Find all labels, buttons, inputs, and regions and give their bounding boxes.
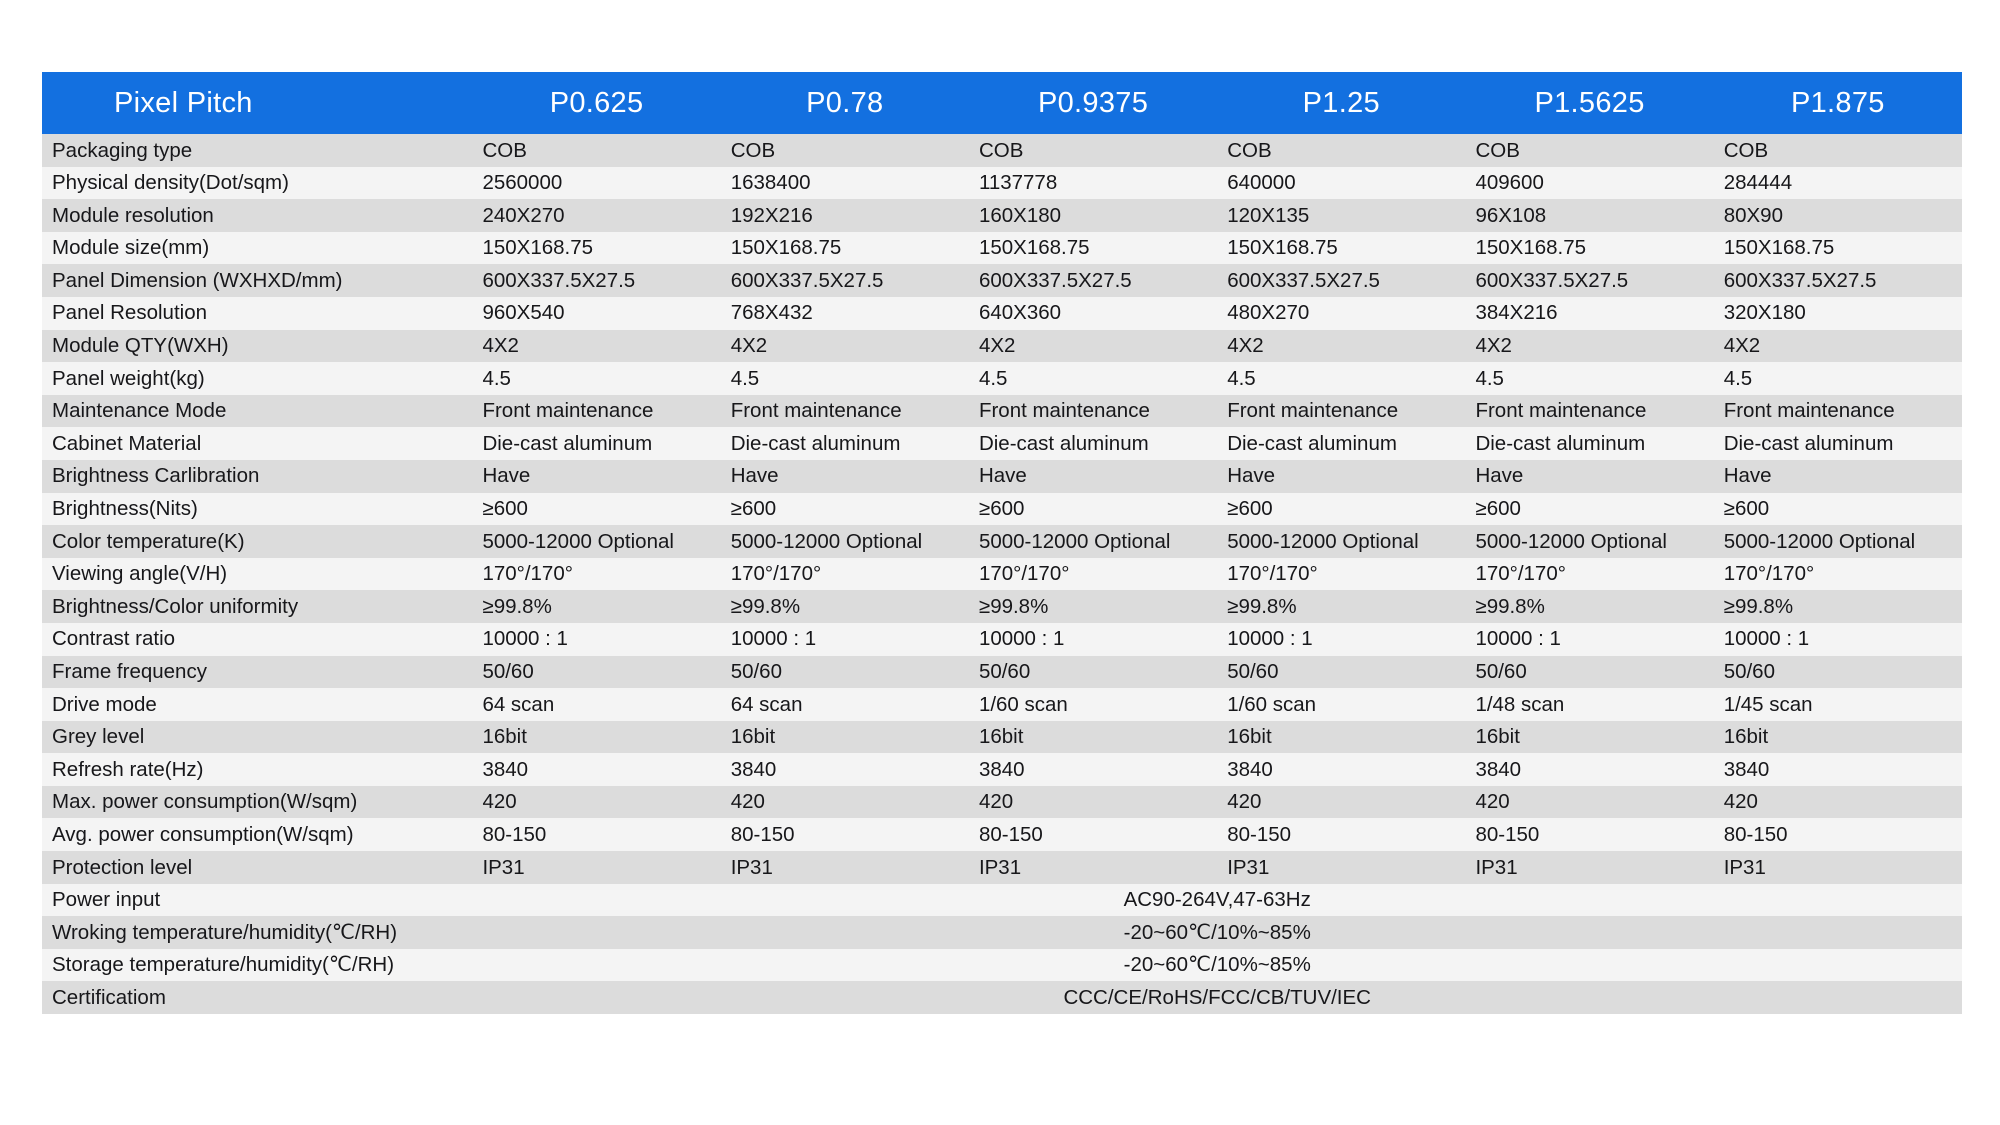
row-label: Wroking temperature/humidity(℃/RH) <box>42 916 472 949</box>
row-value: Have <box>1714 460 1962 493</box>
row-label: Frame frequency <box>42 656 472 689</box>
row-merged-value: CCC/CE/RoHS/FCC/CB/TUV/IEC <box>472 981 1962 1014</box>
table-body <box>42 134 1962 1014</box>
row-value: 192X216 <box>721 199 969 232</box>
table-row <box>42 786 1962 819</box>
row-value: 170°/170° <box>472 558 720 591</box>
row-value: 120X135 <box>1217 199 1465 232</box>
table-row <box>42 525 1962 558</box>
row-value: 170°/170° <box>1217 558 1465 591</box>
row-value: 960X540 <box>472 297 720 330</box>
row-value: 50/60 <box>1714 656 1962 689</box>
row-merged-value: AC90-264V,47-63Hz <box>472 884 1962 917</box>
row-value: COB <box>1465 134 1713 167</box>
row-value: IP31 <box>472 851 720 884</box>
row-label: Avg. power consumption(W/sqm) <box>42 818 472 851</box>
row-value: 240X270 <box>472 199 720 232</box>
row-value: 80-150 <box>1714 818 1962 851</box>
row-value: 50/60 <box>969 656 1217 689</box>
row-label: Panel weight(kg) <box>42 362 472 395</box>
row-value: Die-cast aluminum <box>472 427 720 460</box>
row-value: ≥600 <box>472 493 720 526</box>
row-label: Grey level <box>42 721 472 754</box>
row-value: 1/48 scan <box>1465 688 1713 721</box>
row-label: Power input <box>42 884 472 917</box>
row-value: 170°/170° <box>721 558 969 591</box>
row-value: 150X168.75 <box>969 232 1217 265</box>
row-value: Have <box>472 460 720 493</box>
row-value: Front maintenance <box>1465 395 1713 428</box>
row-value: Have <box>1217 460 1465 493</box>
row-value: ≥600 <box>1465 493 1713 526</box>
row-value: 5000-12000 Optional <box>969 525 1217 558</box>
column-header-p09375: P0.9375 <box>969 72 1217 134</box>
row-value: ≥99.8% <box>1465 590 1713 623</box>
table-row <box>42 753 1962 786</box>
row-value: 96X108 <box>1465 199 1713 232</box>
table-row <box>42 851 1962 884</box>
row-value: 16bit <box>1217 721 1465 754</box>
row-value: 600X337.5X27.5 <box>1714 264 1962 297</box>
row-label: Brightness/Color uniformity <box>42 590 472 623</box>
row-label: Maintenance Mode <box>42 395 472 428</box>
row-value: Have <box>969 460 1217 493</box>
row-value: Front maintenance <box>1217 395 1465 428</box>
row-value: 16bit <box>721 721 969 754</box>
row-value: 10000 : 1 <box>472 623 720 656</box>
row-value: 160X180 <box>969 199 1217 232</box>
row-value: 10000 : 1 <box>1714 623 1962 656</box>
row-value: Front maintenance <box>472 395 720 428</box>
row-value: 3840 <box>969 753 1217 786</box>
row-value: ≥99.8% <box>969 590 1217 623</box>
row-label: Module QTY(WXH) <box>42 330 472 363</box>
row-value: 3840 <box>472 753 720 786</box>
row-value: ≥600 <box>969 493 1217 526</box>
row-value: 1137778 <box>969 167 1217 200</box>
row-label: Module resolution <box>42 199 472 232</box>
row-value: 600X337.5X27.5 <box>472 264 720 297</box>
row-value: 170°/170° <box>969 558 1217 591</box>
table-row <box>42 590 1962 623</box>
table-header-row <box>42 72 1962 134</box>
row-value: 80X90 <box>1714 199 1962 232</box>
table-row <box>42 264 1962 297</box>
row-value: 4.5 <box>472 362 720 395</box>
row-value: 80-150 <box>721 818 969 851</box>
row-value: Have <box>1465 460 1713 493</box>
row-value: 64 scan <box>472 688 720 721</box>
table-row <box>42 395 1962 428</box>
row-value: 4.5 <box>1714 362 1962 395</box>
row-value: 600X337.5X27.5 <box>969 264 1217 297</box>
row-value: Die-cast aluminum <box>1714 427 1962 460</box>
row-value: 64 scan <box>721 688 969 721</box>
table-row <box>42 199 1962 232</box>
row-value: COB <box>1217 134 1465 167</box>
row-value: Front maintenance <box>1714 395 1962 428</box>
table-row <box>42 623 1962 656</box>
row-value: 150X168.75 <box>1714 232 1962 265</box>
row-value: ≥99.8% <box>472 590 720 623</box>
row-label: Color temperature(K) <box>42 525 472 558</box>
row-value: 150X168.75 <box>1217 232 1465 265</box>
table-row <box>42 721 1962 754</box>
row-value: 16bit <box>472 721 720 754</box>
table-row <box>42 493 1962 526</box>
table-row <box>42 884 1962 917</box>
row-value: 170°/170° <box>1714 558 1962 591</box>
table-row <box>42 330 1962 363</box>
row-value: 4X2 <box>1217 330 1465 363</box>
row-value: 16bit <box>1465 721 1713 754</box>
row-value: 600X337.5X27.5 <box>1217 264 1465 297</box>
row-value: COB <box>472 134 720 167</box>
row-value: 5000-12000 Optional <box>1714 525 1962 558</box>
row-value: 5000-12000 Optional <box>1465 525 1713 558</box>
row-value: Front maintenance <box>721 395 969 428</box>
row-label: Certificatiom <box>42 981 472 1014</box>
row-label: Module size(mm) <box>42 232 472 265</box>
row-value: 4.5 <box>969 362 1217 395</box>
row-value: 600X337.5X27.5 <box>721 264 969 297</box>
row-value: 1638400 <box>721 167 969 200</box>
row-value: 420 <box>1217 786 1465 819</box>
table-row <box>42 981 1962 1014</box>
row-value: 5000-12000 Optional <box>472 525 720 558</box>
table-row <box>42 362 1962 395</box>
table-header <box>42 72 1962 134</box>
row-value: Have <box>721 460 969 493</box>
row-value: 150X168.75 <box>472 232 720 265</box>
row-value: 170°/170° <box>1465 558 1713 591</box>
row-value: 409600 <box>1465 167 1713 200</box>
row-value: 80-150 <box>472 818 720 851</box>
table-row <box>42 656 1962 689</box>
row-value: 150X168.75 <box>1465 232 1713 265</box>
row-value: 10000 : 1 <box>721 623 969 656</box>
table-row <box>42 232 1962 265</box>
row-value: 1/45 scan <box>1714 688 1962 721</box>
row-label: Cabinet Material <box>42 427 472 460</box>
row-value: 420 <box>969 786 1217 819</box>
row-value: Die-cast aluminum <box>1465 427 1713 460</box>
row-value: 2560000 <box>472 167 720 200</box>
row-value: 4.5 <box>1465 362 1713 395</box>
row-value: COB <box>969 134 1217 167</box>
row-value: 4.5 <box>721 362 969 395</box>
row-value: 1/60 scan <box>969 688 1217 721</box>
row-value: 3840 <box>1714 753 1962 786</box>
row-value: 4X2 <box>472 330 720 363</box>
row-value: 640000 <box>1217 167 1465 200</box>
row-value: 420 <box>721 786 969 819</box>
table-row <box>42 558 1962 591</box>
row-label: Protection level <box>42 851 472 884</box>
row-value: 4X2 <box>1465 330 1713 363</box>
spec-table-container <box>42 72 1962 1014</box>
table-row <box>42 134 1962 167</box>
row-value: 80-150 <box>1465 818 1713 851</box>
row-value: 284444 <box>1714 167 1962 200</box>
row-value: 420 <box>1714 786 1962 819</box>
table-row <box>42 427 1962 460</box>
row-value: 4.5 <box>1217 362 1465 395</box>
row-value: Die-cast aluminum <box>1217 427 1465 460</box>
row-value: ≥600 <box>1714 493 1962 526</box>
row-value: 50/60 <box>721 656 969 689</box>
row-label: Panel Resolution <box>42 297 472 330</box>
column-header-pixel-pitch: Pixel Pitch <box>42 72 472 134</box>
column-header-p078: P0.78 <box>721 72 969 134</box>
row-value: 50/60 <box>1217 656 1465 689</box>
row-label: Viewing angle(V/H) <box>42 558 472 591</box>
row-label: Max. power consumption(W/sqm) <box>42 786 472 819</box>
row-value: ≥99.8% <box>1714 590 1962 623</box>
row-value: 4X2 <box>969 330 1217 363</box>
row-label: Storage temperature/humidity(℃/RH) <box>42 949 472 982</box>
column-header-p0625: P0.625 <box>472 72 720 134</box>
row-value: Die-cast aluminum <box>969 427 1217 460</box>
row-value: Front maintenance <box>969 395 1217 428</box>
row-value: 384X216 <box>1465 297 1713 330</box>
row-label: Brightness(Nits) <box>42 493 472 526</box>
row-value: 3840 <box>1217 753 1465 786</box>
row-value: COB <box>721 134 969 167</box>
row-merged-value: -20~60℃/10%~85% <box>472 916 1962 949</box>
row-value: 600X337.5X27.5 <box>1465 264 1713 297</box>
row-value: 1/60 scan <box>1217 688 1465 721</box>
row-label: Drive mode <box>42 688 472 721</box>
table-row <box>42 460 1962 493</box>
row-value: IP31 <box>721 851 969 884</box>
row-value: IP31 <box>1714 851 1962 884</box>
row-value: 150X168.75 <box>721 232 969 265</box>
row-value: 10000 : 1 <box>1465 623 1713 656</box>
column-header-p1875: P1.875 <box>1714 72 1962 134</box>
table-row <box>42 167 1962 200</box>
row-label: Panel Dimension (WXHXD/mm) <box>42 264 472 297</box>
row-label: Contrast ratio <box>42 623 472 656</box>
row-value: 5000-12000 Optional <box>1217 525 1465 558</box>
column-header-p125: P1.25 <box>1217 72 1465 134</box>
row-value: IP31 <box>1465 851 1713 884</box>
row-value: 640X360 <box>969 297 1217 330</box>
row-label: Packaging type <box>42 134 472 167</box>
row-value: 4X2 <box>721 330 969 363</box>
row-label: Physical density(Dot/sqm) <box>42 167 472 200</box>
row-value: 50/60 <box>472 656 720 689</box>
row-value: 420 <box>472 786 720 819</box>
table-row <box>42 949 1962 982</box>
row-value: 10000 : 1 <box>1217 623 1465 656</box>
row-value: ≥600 <box>721 493 969 526</box>
row-value: 3840 <box>721 753 969 786</box>
row-value: ≥99.8% <box>721 590 969 623</box>
row-value: IP31 <box>969 851 1217 884</box>
column-header-p15625: P1.5625 <box>1465 72 1713 134</box>
row-value: ≥600 <box>1217 493 1465 526</box>
row-value: 50/60 <box>1465 656 1713 689</box>
row-value: 480X270 <box>1217 297 1465 330</box>
row-value: 4X2 <box>1714 330 1962 363</box>
row-value: 3840 <box>1465 753 1713 786</box>
row-merged-value: -20~60℃/10%~85% <box>472 949 1962 982</box>
table-row <box>42 818 1962 851</box>
table-row <box>42 916 1962 949</box>
row-value: 320X180 <box>1714 297 1962 330</box>
row-value: 10000 : 1 <box>969 623 1217 656</box>
table-row <box>42 688 1962 721</box>
row-value: ≥99.8% <box>1217 590 1465 623</box>
row-label: Refresh rate(Hz) <box>42 753 472 786</box>
row-label: Brightness Carlibration <box>42 460 472 493</box>
row-value: 16bit <box>1714 721 1962 754</box>
row-value: Die-cast aluminum <box>721 427 969 460</box>
table-row <box>42 297 1962 330</box>
row-value: 80-150 <box>1217 818 1465 851</box>
row-value: 5000-12000 Optional <box>721 525 969 558</box>
row-value: 16bit <box>969 721 1217 754</box>
row-value: 420 <box>1465 786 1713 819</box>
row-value: 80-150 <box>969 818 1217 851</box>
led-specification-table <box>42 72 1962 1014</box>
row-value: 768X432 <box>721 297 969 330</box>
row-value: IP31 <box>1217 851 1465 884</box>
row-value: COB <box>1714 134 1962 167</box>
